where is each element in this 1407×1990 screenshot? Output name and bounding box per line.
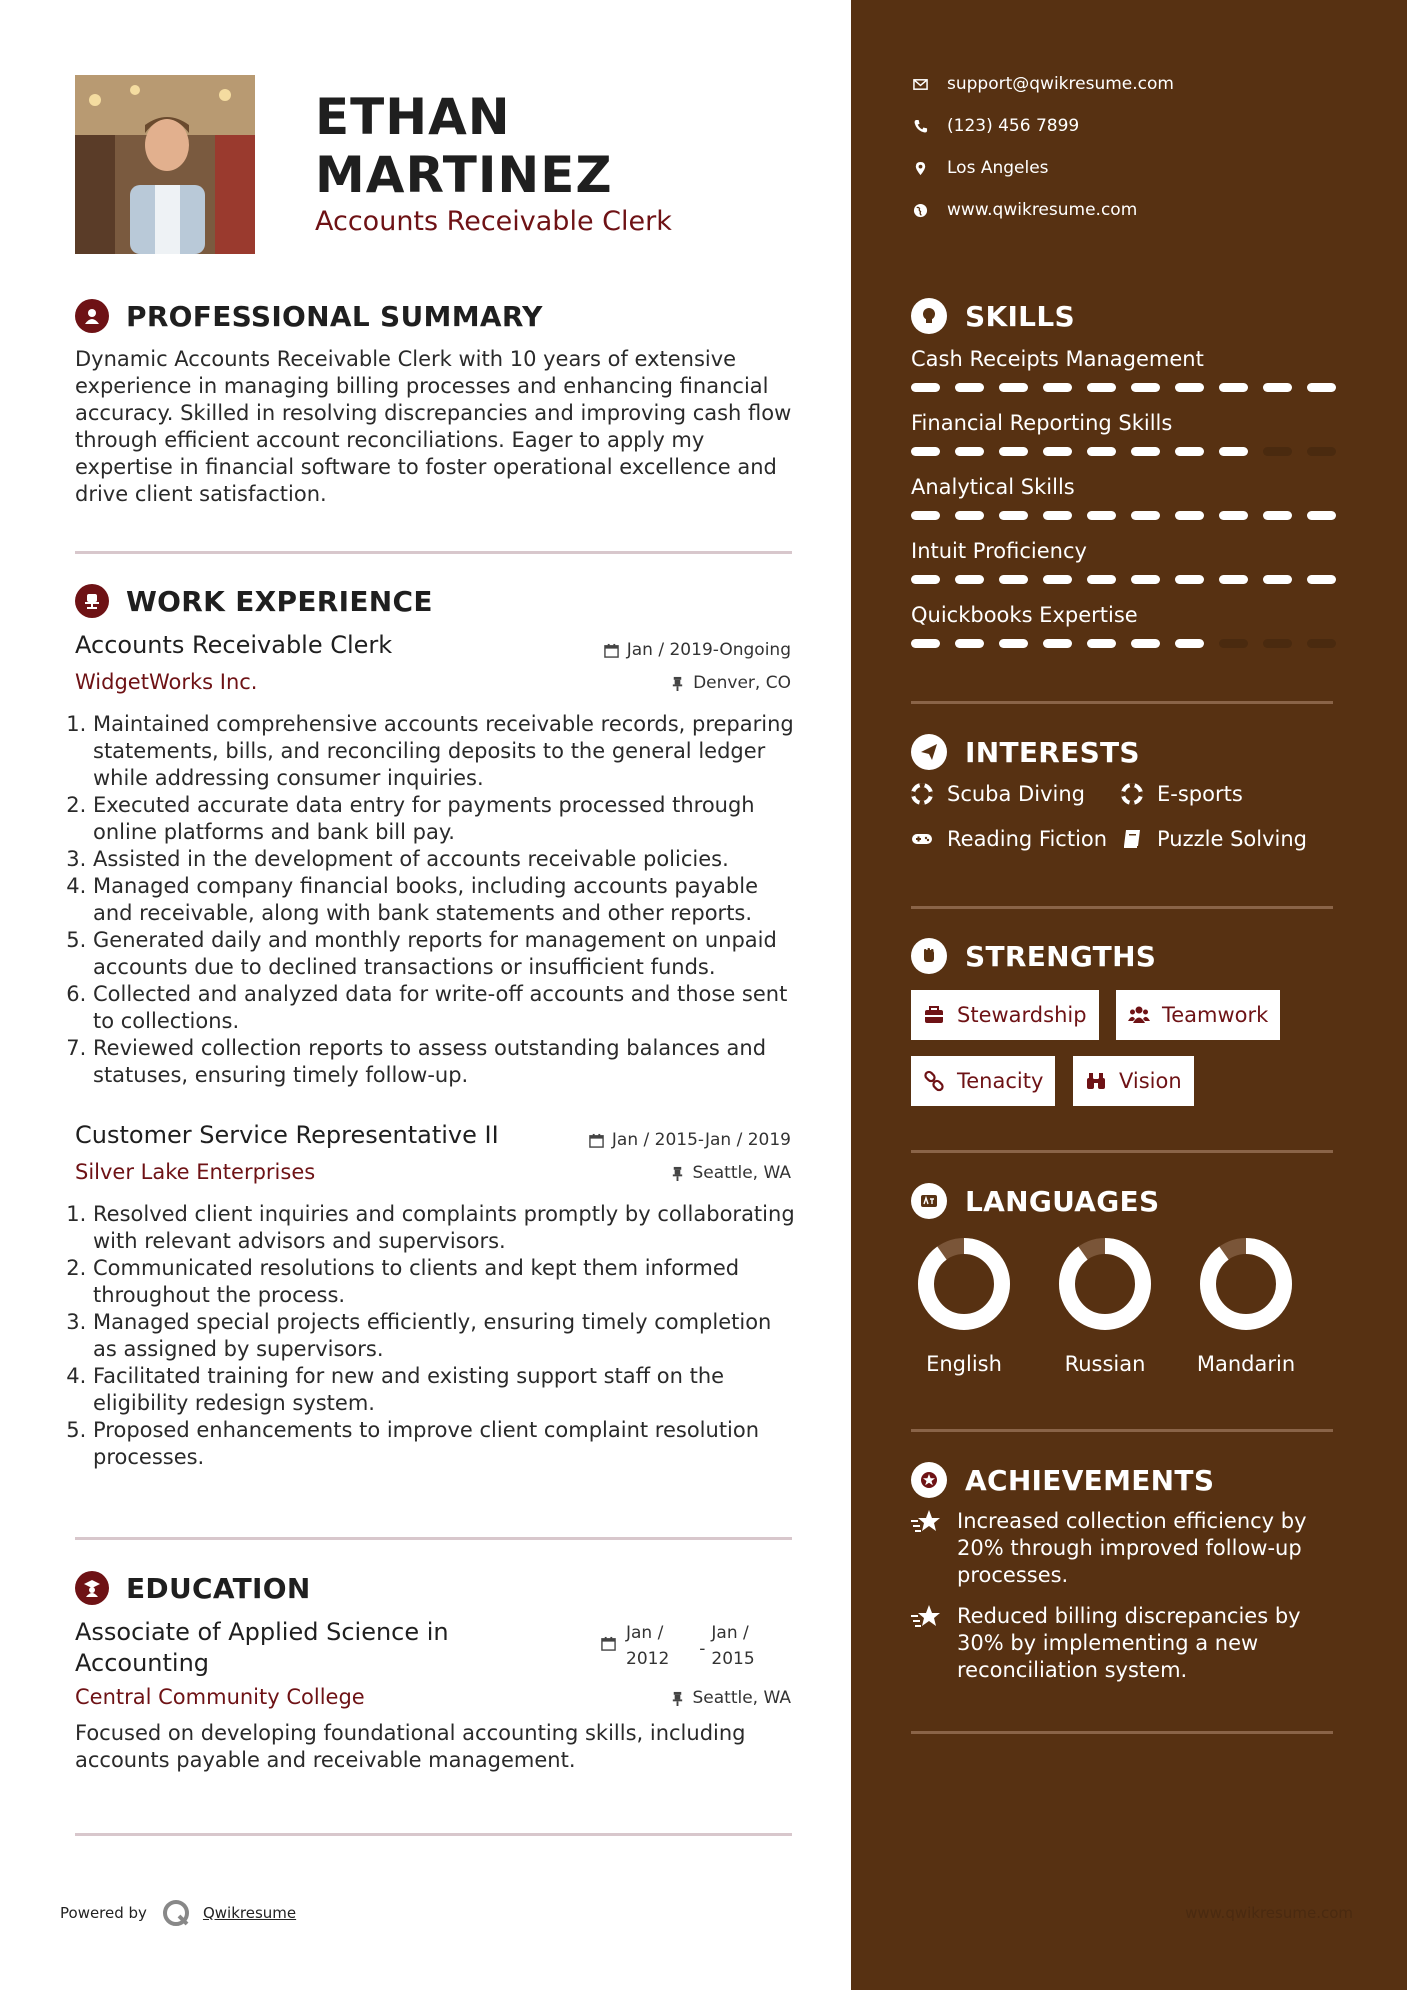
divider (911, 1429, 1333, 1432)
skill-rating-bar (911, 447, 1336, 456)
skill-segment (1263, 639, 1292, 648)
skill-name: Cash Receipts Management (911, 347, 1204, 371)
candidate-job-title: Accounts Receivable Clerk (315, 206, 672, 237)
divider (911, 1150, 1333, 1153)
skill-segment (1087, 447, 1116, 456)
list-item: 2. Communicated resolutions to clients and kept them informed throughout the process. (93, 1255, 798, 1309)
gauge-fill (1208, 1246, 1284, 1322)
list-item: 2. Executed accurate data entry for payments processed through online platforms and bank bill pay. (93, 792, 798, 846)
binoculars-icon (1085, 1070, 1107, 1092)
paper-plane-icon (911, 734, 947, 770)
skill-segment (1219, 511, 1248, 520)
skill-segment (1131, 447, 1160, 456)
summary-text: Dynamic Accounts Receivable Clerk with 10 years of extensive experience in managing billing processes and enhancing financial accuracy. Skilled in resolving discrepancies and improving cash flow through efficient account reconciliations. Eager to apply my expertise in financial software to foster operational excellence and drive client satisfaction. (75, 347, 792, 506)
language-item: Mandarin (1176, 1236, 1316, 1376)
skill-segment (955, 511, 984, 520)
envelope-icon (911, 75, 929, 93)
book-icon (1121, 828, 1143, 850)
star-badge-icon (911, 1462, 947, 1498)
profile-photo (75, 75, 255, 254)
achievement-item: Increased collection efficiency by 20% through improved follow-up processes. (911, 1508, 1331, 1589)
translate-icon (911, 1183, 947, 1219)
language-gauge (916, 1236, 1012, 1332)
skill-segment (911, 383, 940, 392)
skill-segment (1219, 639, 1248, 648)
list-item: 1. Resolved client inquiries and complaints promptly by collaborating with relevant advisors and supervisors. (93, 1201, 798, 1255)
skill-segment (999, 575, 1028, 584)
job-location: Denver, CO (670, 673, 791, 693)
skills-heading: SKILLS (911, 298, 1075, 334)
skill-segment (1219, 383, 1248, 392)
divider (911, 701, 1333, 704)
interests-heading: INTERESTS (911, 734, 1140, 770)
skill-segment (911, 447, 940, 456)
briefcase-icon (923, 1004, 945, 1026)
candidate-name: ETHAN MARTINEZ (315, 88, 613, 204)
skill-segment (1263, 511, 1292, 520)
star-icon (911, 1508, 941, 1536)
skill-segment (1131, 639, 1160, 648)
skill-segment (1175, 575, 1204, 584)
skill-segment (1131, 383, 1160, 392)
language-item: English (894, 1236, 1034, 1376)
skill-rating-bar (911, 639, 1336, 648)
list-item: 3. Managed special projects efficiently, ensuring timely completion as assigned by supervisors. (93, 1309, 798, 1363)
watermark: www.qwikresume.com (1185, 1904, 1353, 1922)
graduate-icon (75, 1571, 109, 1605)
achievements-heading: ACHIEVEMENTS (911, 1462, 1214, 1498)
briefcase-chair-icon (75, 584, 109, 618)
job-location: Seattle, WA (670, 1163, 792, 1183)
pin-icon (670, 676, 685, 691)
skill-segment (999, 639, 1028, 648)
interest-item: Scuba Diving (911, 782, 1085, 806)
skill-segment (911, 575, 940, 584)
skill-name: Financial Reporting Skills (911, 411, 1173, 435)
languages-heading: LANGUAGES (911, 1183, 1159, 1219)
skill-name: Analytical Skills (911, 475, 1075, 499)
skill-segment (1219, 575, 1248, 584)
school-name: Central Community College (75, 1685, 365, 1709)
map-pin-icon (911, 159, 929, 177)
strength-badge: Tenacity (911, 1056, 1055, 1106)
education-dates: Jan / 2012 - Jan / 2015 (601, 1620, 755, 1672)
globe-icon (911, 201, 929, 219)
job-bullets (93, 711, 798, 1089)
gauge-fill (1067, 1246, 1143, 1322)
skill-segment (999, 511, 1028, 520)
achievement-item: Reduced billing discrepancies by 30% by implementing a new reconciliation system. (911, 1603, 1331, 1684)
skill-segment (1307, 447, 1336, 456)
skill-segment (911, 511, 940, 520)
skill-segment (1307, 383, 1336, 392)
contact-website[interactable]: www.qwikresume.com (911, 200, 1137, 220)
list-item: 5. Proposed enhancements to improve client complaint resolution processes. (93, 1417, 798, 1471)
skill-rating-bar (911, 511, 1336, 520)
lifebuoy-icon (911, 783, 933, 805)
divider (911, 1731, 1333, 1734)
list-item: 4. Facilitated training for new and existing support staff on the eligibility redesign system. (93, 1363, 798, 1417)
calendar-icon (589, 1133, 604, 1148)
pin-icon (670, 1166, 685, 1181)
divider (75, 1537, 792, 1540)
brand-link[interactable]: Qwikresume (202, 1904, 297, 1922)
skill-segment (1175, 511, 1204, 520)
skill-segment (1043, 639, 1072, 648)
skill-segment (1043, 447, 1072, 456)
strength-badge: Vision (1073, 1056, 1194, 1106)
skill-segment (1087, 575, 1116, 584)
skill-segment (999, 383, 1028, 392)
job-dates: Jan / 2015-Jan / 2019 (589, 1130, 791, 1150)
interest-item: Puzzle Solving (1121, 827, 1307, 851)
skill-segment (1263, 575, 1292, 584)
language-gauge (1057, 1236, 1153, 1332)
skill-segment (1219, 447, 1248, 456)
divider (75, 551, 792, 554)
skill-segment (1263, 447, 1292, 456)
education-heading: EDUCATION (75, 1571, 311, 1605)
skill-segment (1043, 575, 1072, 584)
list-item: 1. Maintained comprehensive accounts receivable records, preparing statements, bills, and reconciling deposits to the general ledger while addressing consumer inquiries. (93, 711, 798, 792)
footer (60, 1898, 296, 1928)
job-company: Silver Lake Enterprises (75, 1160, 316, 1184)
list-item: 7. Reviewed collection reports to assess outstanding balances and statuses, ensuring timely follow-up. (93, 1035, 798, 1089)
education-text: Focused on developing foundational accounting skills, including accounts payable and receivable management. (75, 1721, 746, 1772)
skill-segment (1087, 511, 1116, 520)
skill-segment (911, 639, 940, 648)
list-item: 5. Generated daily and monthly reports for management on unpaid accounts due to declined transactions or insufficient funds. (93, 927, 798, 981)
skill-name: Quickbooks Expertise (911, 603, 1138, 627)
education-location: Seattle, WA (670, 1688, 792, 1708)
job-title: Customer Service Representative II (75, 1121, 499, 1149)
strengths-heading: STRENGTHS (911, 938, 1156, 974)
list-item: 3. Assisted in the development of accounts receivable policies. (93, 846, 798, 873)
skill-segment (1043, 383, 1072, 392)
skill-segment (999, 447, 1028, 456)
skill-segment (1307, 575, 1336, 584)
summary-heading: PROFESSIONAL SUMMARY (75, 299, 543, 333)
skill-segment (1043, 511, 1072, 520)
qwikresume-logo-icon (161, 1898, 191, 1928)
skill-rating-bar (911, 383, 1336, 392)
calendar-icon (601, 1636, 616, 1651)
star-icon (911, 1603, 941, 1631)
contact-location: Los Angeles (911, 158, 1049, 178)
language-item: Russian (1035, 1236, 1175, 1376)
skill-segment (1087, 383, 1116, 392)
interest-item: E-sports (1121, 782, 1243, 806)
skill-segment (1263, 383, 1292, 392)
skill-segment (955, 639, 984, 648)
skill-rating-bar (911, 575, 1336, 584)
list-item: 4. Managed company financial books, including accounts payable and receivable, along with bank statements and other reports. (93, 873, 798, 927)
skill-segment (1131, 575, 1160, 584)
skill-segment (1175, 447, 1204, 456)
degree-title: Associate of Applied Science in Accounting (75, 1618, 449, 1677)
skill-segment (955, 383, 984, 392)
skill-segment (1307, 511, 1336, 520)
skill-segment (955, 575, 984, 584)
powered-by-label: Powered by (60, 1904, 147, 1922)
language-gauge (1198, 1236, 1294, 1332)
skill-segment (1087, 639, 1116, 648)
gamepad-icon (911, 828, 933, 850)
users-icon (1128, 1004, 1150, 1026)
fist-icon (911, 938, 947, 974)
link-icon (923, 1070, 945, 1092)
gauge-fill (926, 1246, 1002, 1322)
strength-badge: Teamwork (1116, 990, 1280, 1040)
phone-icon (911, 117, 929, 135)
job-dates: Jan / 2019-Ongoing (604, 640, 791, 660)
divider (911, 906, 1333, 909)
skill-segment (1175, 639, 1204, 648)
list-item: 6. Collected and analyzed data for write-off accounts and those sent to collections. (93, 981, 798, 1035)
job-bullets (93, 1201, 798, 1471)
skill-segment (1307, 639, 1336, 648)
lifebuoy-icon (1121, 783, 1143, 805)
contact-email[interactable]: support@qwikresume.com (911, 74, 1174, 94)
divider (75, 1833, 792, 1836)
skill-segment (1175, 383, 1204, 392)
lightbulb-icon (911, 298, 947, 334)
user-icon (75, 299, 109, 333)
pin-icon (670, 1691, 685, 1706)
skill-segment (1131, 511, 1160, 520)
contact-phone[interactable]: (123) 456 7899 (911, 116, 1079, 136)
experience-heading: WORK EXPERIENCE (75, 584, 433, 618)
calendar-icon (604, 643, 619, 658)
interest-item: Reading Fiction (911, 827, 1107, 851)
skill-segment (955, 447, 984, 456)
job-title: Accounts Receivable Clerk (75, 631, 393, 659)
job-company: WidgetWorks Inc. (75, 670, 258, 694)
strength-badge: Stewardship (911, 990, 1099, 1040)
skill-name: Intuit Proficiency (911, 539, 1087, 563)
